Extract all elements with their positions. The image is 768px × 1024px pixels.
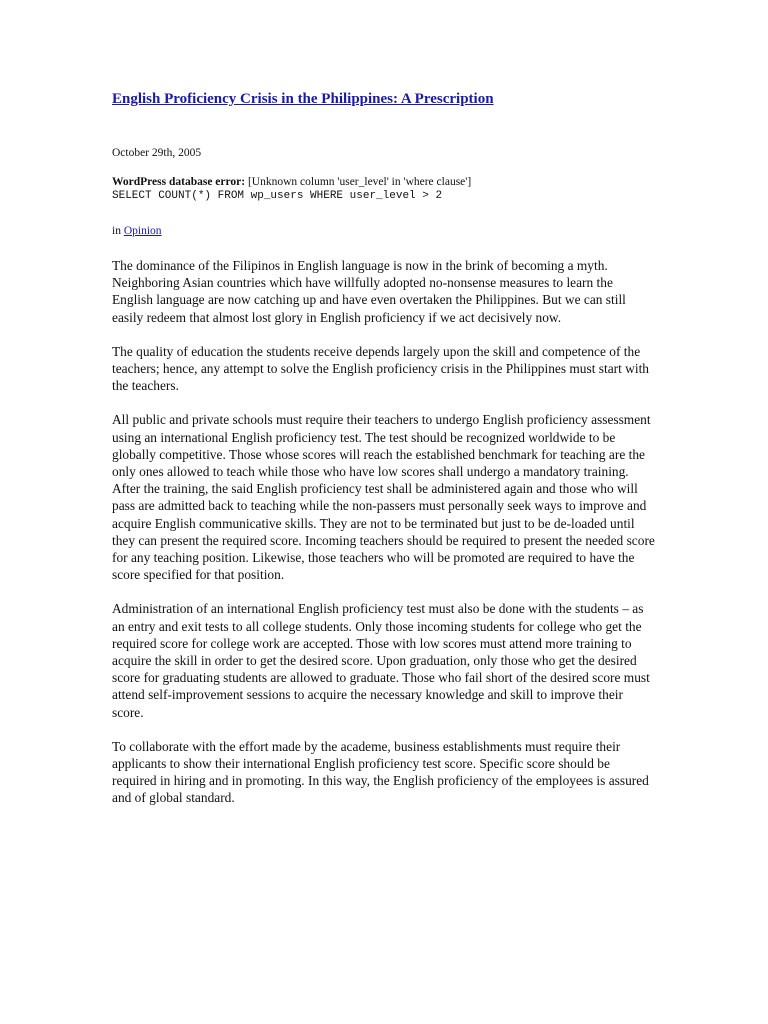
error-message: [Unknown column 'user_level' in 'where clause'] (245, 176, 472, 188)
database-error (112, 175, 657, 203)
paragraph: All public and private schools must require their teachers to undergo English proficiency assessment using an international English proficiency test. The test should be recognized worldwide to be globally competitive. Those whose scores will reach the established benchmark for teaching are the only ones allowed to teach while those who have low scores shall undergo a mandatory training. After the training, the said English proficiency test shall be administered again and those who will pass are admitted back to teaching while the non-passers must personally seek ways to improve and acquire English communicative skills. They are not to be terminated but just to be de-loaded until they can present the required score. Incoming teachers should be required to present the needed score for any teaching position. Likewise, those teachers who will be promoted are required to have the score specified for that position. (112, 412, 655, 583)
error-sql: SELECT COUNT(*) FROM wp_users WHERE user_level > 2 (112, 190, 443, 202)
category-prefix: in (112, 225, 124, 237)
article-title-link[interactable]: English Proficiency Crisis in the Philippines: A Prescription (112, 91, 494, 107)
article-body (112, 257, 657, 807)
paragraph: The quality of education the students receive depends largely upon the skill and competence of the teachers; hence, any attempt to solve the English proficiency crisis in the Philippines must start with the teachers. (112, 343, 649, 394)
category-line (112, 223, 657, 239)
post-date: October 29th, 2005 (112, 147, 202, 159)
paragraph: To collaborate with the effort made by the academe, business establishments must require their applicants to show their international English proficiency test score. Specific score should be required in hiring and in promoting. In this way, the English proficiency of the employees is assured and of global standard. (112, 738, 649, 806)
error-label: WordPress database error: (112, 176, 246, 188)
paragraph: The dominance of the Filipinos in English language is now in the brink of becoming a myth. Neighboring Asian countries which have willfully adopted no-nonsense measures to learn the English language are now catching up and have even overtaken the Philippines. But we can still easily redeem that almost lost glory in English proficiency if we act decisively now. (112, 258, 626, 325)
category-link-opinion[interactable]: Opinion (123, 225, 162, 237)
paragraph: Administration of an international English proficiency test must also be done with the students – as an entry and exit tests to all college students. Only those incoming students for college who get the required score for college work are accepted. Those with low scores must attend more training to acquire the skill in order to get the desired score. Upon graduation, only those who get the desired score for graduating students are allowed to graduate. Those who fail short of the desired score must attend self-improvement sessions to acquire the necessary knowledge and skill to improve their score. (112, 601, 650, 720)
article (112, 88, 657, 824)
